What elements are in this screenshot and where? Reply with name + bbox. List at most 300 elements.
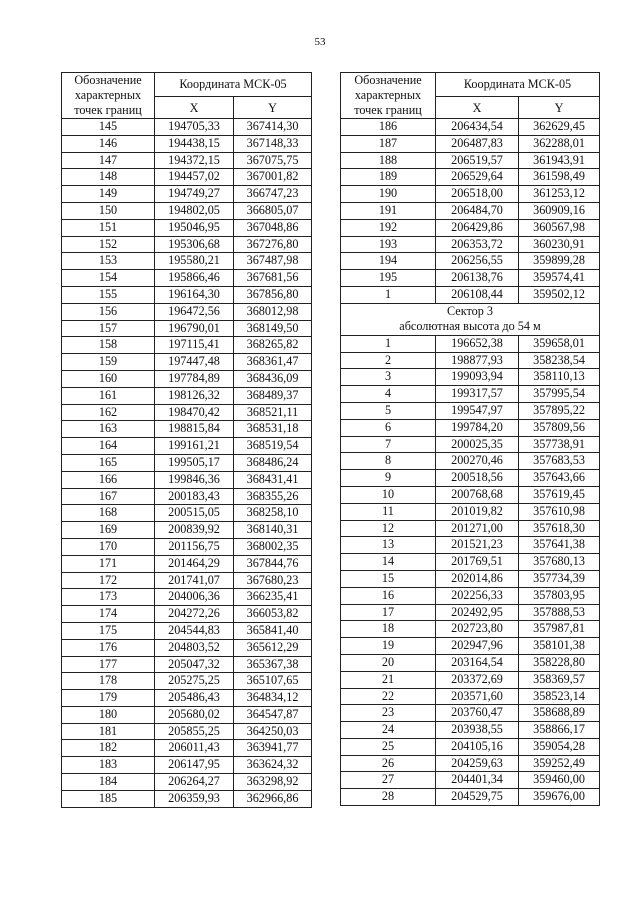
x-coordinate-cell: 204272,26	[155, 606, 234, 623]
coordinate-header: Координата МСК-05	[436, 73, 600, 97]
x-coordinate-cell: 194802,05	[155, 202, 234, 219]
x-coordinate-cell: 194705,33	[155, 119, 234, 136]
section-subtitle: абсолютная высота до 54 м	[399, 319, 541, 334]
point-id-cell: 164	[62, 438, 155, 455]
y-coordinate-cell: 357619,45	[519, 486, 600, 503]
y-coordinate-cell: 368149,50	[234, 320, 312, 337]
point-id-cell: 27	[341, 772, 436, 789]
table-row	[341, 119, 600, 136]
table-row	[62, 589, 312, 606]
x-coordinate-cell: 200025,35	[436, 436, 519, 453]
point-id-cell: 5	[341, 402, 436, 419]
x-coordinate-cell: 203938,55	[436, 722, 519, 739]
point-id-cell: 193	[341, 236, 436, 253]
point-id-cell: 184	[62, 774, 155, 791]
y-coordinate-cell: 368361,47	[234, 354, 312, 371]
x-coordinate-cell: 201019,82	[436, 503, 519, 520]
y-coordinate-cell: 362629,45	[519, 119, 600, 136]
point-id-cell: 18	[341, 621, 436, 638]
page-number: 53	[314, 36, 326, 48]
y-column-header: Y	[519, 97, 600, 119]
point-id-cell: 191	[341, 202, 436, 219]
point-id-cell: 162	[62, 404, 155, 421]
section-heading-row	[341, 303, 600, 335]
point-id-cell: 180	[62, 706, 155, 723]
y-coordinate-cell: 363941,77	[234, 740, 312, 757]
point-id-cell: 152	[62, 236, 155, 253]
x-coordinate-cell: 205486,43	[155, 690, 234, 707]
y-coordinate-cell: 367276,80	[234, 236, 312, 253]
table-row	[62, 202, 312, 219]
point-id-cell: 161	[62, 387, 155, 404]
y-coordinate-cell: 364250,03	[234, 723, 312, 740]
x-coordinate-cell: 205855,25	[155, 723, 234, 740]
table-row	[341, 386, 600, 403]
y-coordinate-cell: 357888,53	[519, 604, 600, 621]
x-coordinate-cell: 206359,93	[155, 790, 234, 807]
x-coordinate-cell: 196472,56	[155, 303, 234, 320]
table-row	[341, 638, 600, 655]
x-coordinate-cell: 204006,36	[155, 589, 234, 606]
y-coordinate-cell: 358110,13	[519, 369, 600, 386]
table-row	[62, 354, 312, 371]
y-coordinate-cell: 367048,86	[234, 219, 312, 236]
point-id-cell: 26	[341, 755, 436, 772]
x-coordinate-cell: 200515,05	[155, 505, 234, 522]
table-row	[62, 337, 312, 354]
x-coordinate-cell: 200839,92	[155, 522, 234, 539]
point-id-cell: 194	[341, 253, 436, 270]
x-coordinate-cell: 198470,42	[155, 404, 234, 421]
table-row	[341, 453, 600, 470]
point-id-cell: 11	[341, 503, 436, 520]
table-row	[341, 402, 600, 419]
point-id-cell: 168	[62, 505, 155, 522]
point-id-cell: 151	[62, 219, 155, 236]
point-id-cell: 155	[62, 286, 155, 303]
table-row	[62, 740, 312, 757]
x-coordinate-cell: 206487,83	[436, 135, 519, 152]
x-coordinate-cell: 206264,27	[155, 774, 234, 791]
y-coordinate-cell: 357803,95	[519, 587, 600, 604]
point-id-cell: 14	[341, 554, 436, 571]
point-id-cell: 166	[62, 471, 155, 488]
y-coordinate-cell: 365841,40	[234, 622, 312, 639]
x-coordinate-cell: 199505,17	[155, 454, 234, 471]
table-row	[341, 219, 600, 236]
point-id-cell: 156	[62, 303, 155, 320]
y-coordinate-cell: 363298,92	[234, 774, 312, 791]
x-coordinate-cell: 204105,16	[436, 738, 519, 755]
y-coordinate-cell: 359574,41	[519, 270, 600, 287]
x-coordinate-cell: 200270,46	[436, 453, 519, 470]
x-coordinate-cell: 206108,44	[436, 286, 519, 303]
y-coordinate-cell: 360909,16	[519, 202, 600, 219]
point-id-cell: 6	[341, 419, 436, 436]
table-row	[62, 723, 312, 740]
y-coordinate-cell: 357809,56	[519, 419, 600, 436]
table-row	[62, 622, 312, 639]
y-coordinate-cell: 357643,66	[519, 470, 600, 487]
x-column-header: X	[155, 97, 234, 119]
point-id-cell: 153	[62, 253, 155, 270]
point-id-cell: 16	[341, 587, 436, 604]
y-coordinate-cell: 368265,82	[234, 337, 312, 354]
point-id-cell: 24	[341, 722, 436, 739]
table-row	[341, 503, 600, 520]
x-coordinate-cell: 203760,47	[436, 705, 519, 722]
x-coordinate-cell: 199846,36	[155, 471, 234, 488]
point-id-cell: 179	[62, 690, 155, 707]
x-coordinate-cell: 195046,95	[155, 219, 234, 236]
y-coordinate-cell: 357995,54	[519, 386, 600, 403]
x-coordinate-cell: 206138,76	[436, 270, 519, 287]
x-coordinate-cell: 201741,07	[155, 572, 234, 589]
x-coordinate-cell: 206429,86	[436, 219, 519, 236]
table-row	[62, 471, 312, 488]
x-coordinate-cell: 200768,68	[436, 486, 519, 503]
point-id-cell: 15	[341, 570, 436, 587]
x-coordinate-cell: 202723,80	[436, 621, 519, 638]
point-id-cell: 149	[62, 186, 155, 203]
section-row-group	[341, 303, 600, 335]
y-coordinate-cell: 365367,38	[234, 656, 312, 673]
x-coordinate-cell: 197784,89	[155, 370, 234, 387]
table-row	[341, 772, 600, 789]
table-row	[62, 370, 312, 387]
table-row	[341, 654, 600, 671]
point-id-cell: 182	[62, 740, 155, 757]
table-row	[341, 570, 600, 587]
x-coordinate-cell: 199093,94	[436, 369, 519, 386]
y-coordinate-cell: 368355,26	[234, 488, 312, 505]
y-coordinate-cell: 358523,14	[519, 688, 600, 705]
y-coordinate-cell: 357680,13	[519, 554, 600, 571]
point-id-cell: 13	[341, 537, 436, 554]
x-coordinate-cell: 201464,29	[155, 555, 234, 572]
table-row	[341, 520, 600, 537]
point-id-cell: 23	[341, 705, 436, 722]
y-coordinate-cell: 357683,53	[519, 453, 600, 470]
x-coordinate-cell: 205275,25	[155, 673, 234, 690]
table-row	[341, 705, 600, 722]
y-coordinate-cell: 360567,98	[519, 219, 600, 236]
point-id-cell: 175	[62, 622, 155, 639]
x-coordinate-cell: 194457,02	[155, 169, 234, 186]
y-coordinate-cell: 359054,28	[519, 738, 600, 755]
table-row	[341, 436, 600, 453]
y-coordinate-cell: 357987,81	[519, 621, 600, 638]
y-coordinate-cell: 361943,91	[519, 152, 600, 169]
y-coordinate-cell: 368489,37	[234, 387, 312, 404]
point-id-cell: 172	[62, 572, 155, 589]
x-column-header: X	[436, 97, 519, 119]
x-coordinate-cell: 206529,64	[436, 169, 519, 186]
table-row	[62, 303, 312, 320]
y-coordinate-cell: 367075,75	[234, 152, 312, 169]
x-coordinate-cell: 202256,33	[436, 587, 519, 604]
table-row	[62, 438, 312, 455]
y-coordinate-cell: 368140,31	[234, 522, 312, 539]
x-coordinate-cell: 198815,84	[155, 421, 234, 438]
point-label-header: Обозначение характерных точек границ	[341, 73, 436, 119]
point-id-cell: 148	[62, 169, 155, 186]
x-coordinate-cell: 198877,93	[436, 352, 519, 369]
x-coordinate-cell: 204529,75	[436, 789, 519, 806]
point-id-cell: 19	[341, 638, 436, 655]
table-row	[62, 790, 312, 807]
right-table-body-bottom	[341, 335, 600, 805]
table-row	[62, 320, 312, 337]
point-id-cell: 25	[341, 738, 436, 755]
point-id-cell: 12	[341, 520, 436, 537]
table-row	[62, 606, 312, 623]
point-id-cell: 173	[62, 589, 155, 606]
table-row	[341, 789, 600, 806]
x-coordinate-cell: 204544,83	[155, 622, 234, 639]
table-row	[341, 537, 600, 554]
x-coordinate-cell: 194749,27	[155, 186, 234, 203]
y-coordinate-cell: 367148,33	[234, 135, 312, 152]
y-coordinate-cell: 368002,35	[234, 538, 312, 555]
table-row	[62, 119, 312, 136]
y-coordinate-cell: 368519,54	[234, 438, 312, 455]
table-row	[62, 522, 312, 539]
y-coordinate-cell: 358228,80	[519, 654, 600, 671]
y-coordinate-cell: 366805,07	[234, 202, 312, 219]
point-id-cell: 183	[62, 757, 155, 774]
table-row	[62, 757, 312, 774]
x-coordinate-cell: 196164,30	[155, 286, 234, 303]
table-row	[341, 135, 600, 152]
point-id-cell: 177	[62, 656, 155, 673]
y-coordinate-cell: 368436,09	[234, 370, 312, 387]
y-coordinate-cell: 358101,38	[519, 638, 600, 655]
point-id-cell: 22	[341, 688, 436, 705]
table-row	[341, 671, 600, 688]
table-row	[62, 572, 312, 589]
table-row	[62, 555, 312, 572]
table-row	[62, 673, 312, 690]
table-row	[341, 738, 600, 755]
point-label-header: Обозначение характерных точек границ	[62, 73, 155, 119]
point-id-cell: 150	[62, 202, 155, 219]
y-coordinate-cell: 368531,18	[234, 421, 312, 438]
table-row	[341, 621, 600, 638]
y-coordinate-cell: 368258,10	[234, 505, 312, 522]
x-coordinate-cell: 204401,34	[436, 772, 519, 789]
table-row	[341, 152, 600, 169]
x-coordinate-cell: 194372,15	[155, 152, 234, 169]
point-id-cell: 160	[62, 370, 155, 387]
point-id-cell: 147	[62, 152, 155, 169]
y-coordinate-cell: 360230,91	[519, 236, 600, 253]
point-id-cell: 1	[341, 286, 436, 303]
table-row	[341, 335, 600, 352]
x-coordinate-cell: 206147,95	[155, 757, 234, 774]
y-coordinate-cell: 361253,12	[519, 186, 600, 203]
x-coordinate-cell: 200518,56	[436, 470, 519, 487]
table-row	[62, 236, 312, 253]
coordinates-table-right	[340, 72, 600, 806]
x-coordinate-cell: 201156,75	[155, 538, 234, 555]
table-row	[341, 554, 600, 571]
x-coordinate-cell: 203571,60	[436, 688, 519, 705]
y-coordinate-cell: 364834,12	[234, 690, 312, 707]
table-row	[62, 135, 312, 152]
y-coordinate-cell: 358238,54	[519, 352, 600, 369]
table-row	[341, 486, 600, 503]
point-id-cell: 28	[341, 789, 436, 806]
x-coordinate-cell: 206434,54	[436, 119, 519, 136]
table-row	[62, 253, 312, 270]
point-id-cell: 185	[62, 790, 155, 807]
table-row	[62, 152, 312, 169]
point-id-cell: 158	[62, 337, 155, 354]
table-row	[341, 202, 600, 219]
point-id-cell: 20	[341, 654, 436, 671]
table-row	[341, 352, 600, 369]
point-id-cell: 145	[62, 119, 155, 136]
y-coordinate-cell: 368521,11	[234, 404, 312, 421]
point-id-cell: 3	[341, 369, 436, 386]
point-id-cell: 8	[341, 453, 436, 470]
table-row	[62, 774, 312, 791]
y-coordinate-cell: 358688,89	[519, 705, 600, 722]
point-id-cell: 181	[62, 723, 155, 740]
y-coordinate-cell: 359502,12	[519, 286, 600, 303]
y-coordinate-cell: 367856,80	[234, 286, 312, 303]
table-row	[341, 470, 600, 487]
point-id-cell: 192	[341, 219, 436, 236]
x-coordinate-cell: 199161,21	[155, 438, 234, 455]
y-coordinate-cell: 363624,32	[234, 757, 312, 774]
x-coordinate-cell: 206484,70	[436, 202, 519, 219]
point-id-cell: 4	[341, 386, 436, 403]
point-id-cell: 170	[62, 538, 155, 555]
table-row	[341, 169, 600, 186]
point-id-cell: 159	[62, 354, 155, 371]
point-id-cell: 178	[62, 673, 155, 690]
x-coordinate-cell: 206011,43	[155, 740, 234, 757]
x-coordinate-cell: 199317,57	[436, 386, 519, 403]
point-id-cell: 21	[341, 671, 436, 688]
x-coordinate-cell: 201521,23	[436, 537, 519, 554]
table-row	[62, 219, 312, 236]
coordinate-header: Координата МСК-05	[155, 73, 312, 97]
x-coordinate-cell: 199547,97	[436, 402, 519, 419]
point-id-cell: 174	[62, 606, 155, 623]
y-coordinate-cell: 368431,41	[234, 471, 312, 488]
table-row	[341, 369, 600, 386]
section-heading	[341, 303, 600, 335]
y-coordinate-cell: 367414,30	[234, 119, 312, 136]
x-coordinate-cell: 204803,52	[155, 639, 234, 656]
point-id-cell: 154	[62, 270, 155, 287]
table-row	[341, 236, 600, 253]
table-row	[341, 722, 600, 739]
y-coordinate-cell: 366053,82	[234, 606, 312, 623]
table-row	[341, 755, 600, 772]
point-id-cell: 195	[341, 270, 436, 287]
point-id-cell: 186	[341, 119, 436, 136]
point-id-cell: 169	[62, 522, 155, 539]
point-id-cell: 10	[341, 486, 436, 503]
x-coordinate-cell: 200183,43	[155, 488, 234, 505]
y-coordinate-cell: 366747,23	[234, 186, 312, 203]
point-id-cell: 1	[341, 335, 436, 352]
y-coordinate-cell: 368486,24	[234, 454, 312, 471]
x-coordinate-cell: 205047,32	[155, 656, 234, 673]
point-id-cell: 171	[62, 555, 155, 572]
point-id-cell: 157	[62, 320, 155, 337]
section-title: Сектор 3	[447, 303, 493, 318]
y-coordinate-cell: 359252,49	[519, 755, 600, 772]
table-row	[341, 688, 600, 705]
x-coordinate-cell: 199784,20	[436, 419, 519, 436]
table-row	[62, 387, 312, 404]
y-coordinate-cell: 357618,30	[519, 520, 600, 537]
x-coordinate-cell: 202492,95	[436, 604, 519, 621]
table-row	[341, 186, 600, 203]
y-coordinate-cell: 362288,01	[519, 135, 600, 152]
right-table-body-top	[341, 119, 600, 304]
x-coordinate-cell: 201271,00	[436, 520, 519, 537]
x-coordinate-cell: 205680,02	[155, 706, 234, 723]
point-id-cell: 167	[62, 488, 155, 505]
y-coordinate-cell: 359658,01	[519, 335, 600, 352]
y-coordinate-cell: 357610,98	[519, 503, 600, 520]
y-coordinate-cell: 357738,91	[519, 436, 600, 453]
y-coordinate-cell: 359676,00	[519, 789, 600, 806]
x-coordinate-cell: 196790,01	[155, 320, 234, 337]
x-coordinate-cell: 203164,54	[436, 654, 519, 671]
table-row	[62, 639, 312, 656]
y-coordinate-cell: 367001,82	[234, 169, 312, 186]
table-row	[62, 454, 312, 471]
y-coordinate-cell: 362966,86	[234, 790, 312, 807]
table-row	[62, 505, 312, 522]
y-column-header: Y	[234, 97, 312, 119]
table-row	[62, 169, 312, 186]
y-coordinate-cell: 359460,00	[519, 772, 600, 789]
y-coordinate-cell: 357734,39	[519, 570, 600, 587]
x-coordinate-cell: 201769,51	[436, 554, 519, 571]
y-coordinate-cell: 367681,56	[234, 270, 312, 287]
table-row	[341, 587, 600, 604]
y-coordinate-cell: 364547,87	[234, 706, 312, 723]
point-id-cell: 165	[62, 454, 155, 471]
x-coordinate-cell: 203372,69	[436, 671, 519, 688]
table-row	[62, 404, 312, 421]
left-table-body	[62, 119, 312, 808]
table-row	[62, 186, 312, 203]
table-row	[341, 419, 600, 436]
point-id-cell: 163	[62, 421, 155, 438]
table-row	[341, 286, 600, 303]
x-coordinate-cell: 198126,32	[155, 387, 234, 404]
x-coordinate-cell: 206518,00	[436, 186, 519, 203]
x-coordinate-cell: 202947,96	[436, 638, 519, 655]
y-coordinate-cell: 357641,38	[519, 537, 600, 554]
y-coordinate-cell: 366235,41	[234, 589, 312, 606]
point-id-cell: 188	[341, 152, 436, 169]
point-id-cell: 189	[341, 169, 436, 186]
y-coordinate-cell: 359899,28	[519, 253, 600, 270]
x-coordinate-cell: 194438,15	[155, 135, 234, 152]
table-row	[62, 656, 312, 673]
table-row	[62, 286, 312, 303]
